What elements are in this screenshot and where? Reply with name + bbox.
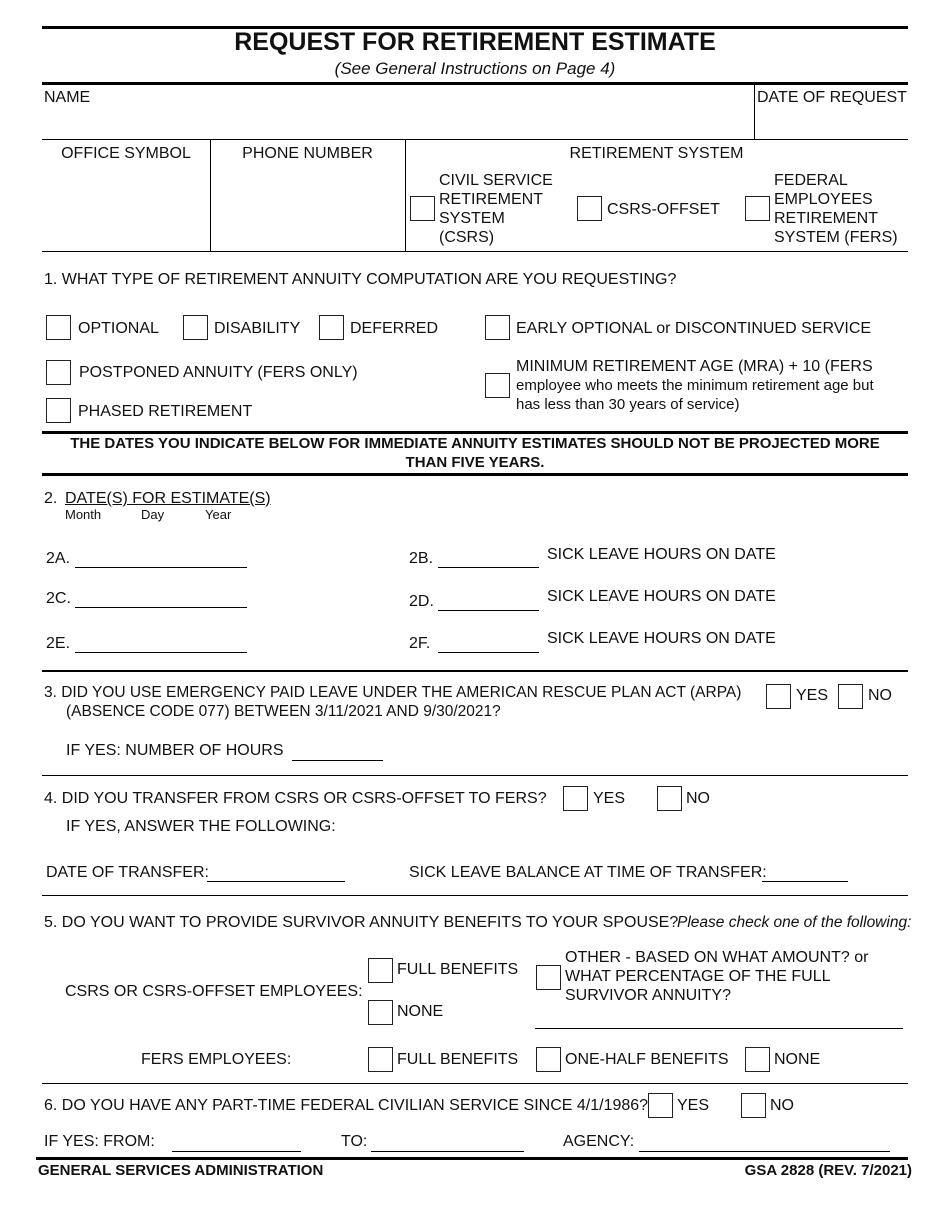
csrs-label-line: RETIREMENT [439, 191, 543, 208]
q6-yes-label: YES [677, 1097, 710, 1114]
day-label: Day [141, 507, 165, 522]
q5-question: 5. DO YOU WANT TO PROVIDE SURVIVOR ANNUITY BENEFITS TO YOUR SPOUSE? [44, 914, 679, 931]
section-rule [42, 1083, 908, 1084]
fers-none-label: NONE [774, 1051, 821, 1068]
q4-yes-label: YES [593, 790, 626, 807]
q3-hours-input[interactable] [292, 760, 383, 761]
q6-agency-label: AGENCY: [563, 1133, 635, 1150]
optional-label: OPTIONAL [78, 320, 159, 337]
phone-number-input[interactable] [214, 166, 401, 246]
footer-form-number: GSA 2828 (REV. 7/2021) [744, 1162, 912, 1179]
csrs-label-line: CIVIL SERVICE [439, 172, 553, 189]
csrs-label-line: SYSTEM [439, 210, 505, 227]
fers-full-benefits-label: FULL BENEFITS [397, 1051, 519, 1068]
csrs-full-benefits-checkbox[interactable] [368, 958, 393, 983]
sick-leave-2b-input[interactable] [438, 567, 539, 568]
date-2e-label: 2E. [46, 635, 71, 652]
csrs-full-benefits-label: FULL BENEFITS [397, 961, 519, 978]
sick-leave-2f-input[interactable] [438, 652, 539, 653]
date-2f-label: 2F. [409, 635, 431, 652]
q3-no-label: NO [868, 687, 892, 704]
fers-one-half-label: ONE-HALF BENEFITS [565, 1051, 729, 1068]
date-2d-label: 2D. [409, 593, 434, 610]
csrs-other-label-line: WHAT PERCENTAGE OF THE FULL [565, 968, 831, 985]
q6-to-label: TO: [341, 1133, 368, 1150]
year-label: Year [205, 507, 232, 522]
fers-checkbox[interactable] [745, 196, 770, 221]
csrs-other-label-line: SURVIVOR ANNUITY? [565, 987, 731, 1004]
footer-agency: GENERAL SERVICES ADMINISTRATION [38, 1162, 324, 1179]
q3-question-line: (ABSENCE CODE 077) BETWEEN 3/11/2021 AND 9/30/2021? [66, 703, 501, 720]
optional-checkbox[interactable] [46, 315, 71, 340]
sick-leave-label: SICK LEAVE HOURS ON DATE [547, 588, 776, 605]
section-rule [42, 775, 908, 776]
phased-label: PHASED RETIREMENT [78, 403, 253, 420]
fers-label-line: RETIREMENT [774, 210, 878, 227]
sick-leave-balance-label: SICK LEAVE BALANCE AT TIME OF TRANSFER: [409, 864, 767, 881]
q6-no-label: NO [770, 1097, 794, 1114]
office-symbol-input[interactable] [46, 166, 206, 246]
csrs-employees-label: CSRS OR CSRS-OFFSET EMPLOYEES: [65, 983, 363, 1000]
q6-yes-checkbox[interactable] [648, 1093, 673, 1118]
section-rule [42, 670, 908, 672]
q2-heading: DATE(S) FOR ESTIMATE(S) [65, 490, 271, 507]
row-rule [42, 139, 908, 140]
date-2a-input[interactable] [75, 567, 247, 568]
date-of-transfer-input[interactable] [207, 881, 345, 882]
date-2c-input[interactable] [75, 607, 247, 608]
csrs-other-amount-input[interactable] [535, 1028, 903, 1029]
notice-line: THAN FIVE YEARS. [405, 454, 545, 471]
q6-no-checkbox[interactable] [741, 1093, 766, 1118]
early-optional-label: EARLY OPTIONAL or DISCONTINUED SERVICE [516, 320, 872, 337]
mra-label-line: MINIMUM RETIREMENT AGE (MRA) + 10 (FERS [516, 358, 873, 375]
section-rule [42, 895, 908, 896]
office-symbol-label: OFFICE SYMBOL [61, 145, 191, 162]
postponed-label: POSTPONED ANNUITY (FERS ONLY) [79, 364, 358, 381]
q3-yes-label: YES [796, 687, 829, 704]
date-2e-input[interactable] [75, 652, 247, 653]
date-of-request-label: DATE OF REQUEST [757, 89, 907, 106]
name-input[interactable] [46, 106, 750, 136]
notice-rule [42, 473, 908, 476]
disability-label: DISABILITY [214, 320, 301, 337]
q3-hours-label: IF YES: NUMBER OF HOURS [66, 742, 284, 759]
csrs-offset-checkbox[interactable] [577, 196, 602, 221]
q4-no-checkbox[interactable] [657, 786, 682, 811]
q4-yes-checkbox[interactable] [563, 786, 588, 811]
q4-if-yes-label: IF YES, ANSWER THE FOLLOWING: [66, 818, 336, 835]
q6-from-input[interactable] [172, 1151, 301, 1152]
mra-label-line: has less than 30 years of service) [516, 396, 740, 413]
postponed-checkbox[interactable] [46, 360, 71, 385]
header-rule [42, 82, 908, 85]
q3-yes-checkbox[interactable] [766, 684, 791, 709]
q3-question-line: 3. DID YOU USE EMERGENCY PAID LEAVE UNDER THE AMERICAN RESCUE PLAN ACT (ARPA) [44, 684, 742, 701]
csrs-none-label: NONE [397, 1003, 444, 1020]
footer-rule [36, 1157, 908, 1160]
mra-checkbox[interactable] [485, 373, 510, 398]
fers-label-line: EMPLOYEES [774, 191, 873, 208]
notice-rule [42, 431, 908, 434]
phone-number-label: PHONE NUMBER [242, 145, 373, 162]
sick-leave-2d-input[interactable] [438, 610, 539, 611]
disability-checkbox[interactable] [183, 315, 208, 340]
deferred-label: DEFERRED [350, 320, 439, 337]
date-2c-label: 2C. [46, 590, 71, 607]
phased-checkbox[interactable] [46, 398, 71, 423]
csrs-label-line: (CSRS) [439, 229, 495, 246]
q4-no-label: NO [686, 790, 710, 807]
sick-leave-balance-input[interactable] [762, 881, 848, 882]
csrs-other-checkbox[interactable] [536, 965, 561, 990]
fers-label-line: FEDERAL [774, 172, 848, 189]
q6-agency-input[interactable] [639, 1151, 890, 1152]
q5-instruction: Please check one of the following: [677, 914, 912, 931]
fers-one-half-checkbox[interactable] [536, 1047, 561, 1072]
name-label: NAME [44, 89, 91, 106]
notice-line: THE DATES YOU INDICATE BELOW FOR IMMEDIATE ANNUITY ESTIMATES SHOULD NOT BE PROJECTED MORE [70, 435, 880, 452]
deferred-checkbox[interactable] [319, 315, 344, 340]
mra-label-line: employee who meets the minimum retirement age but [516, 377, 874, 394]
form-subtitle: (See General Instructions on Page 4) [334, 59, 616, 78]
form-title: REQUEST FOR RETIREMENT ESTIMATE [234, 28, 716, 56]
date-of-transfer-label: DATE OF TRANSFER: [46, 864, 209, 881]
early-optional-checkbox[interactable] [485, 315, 510, 340]
month-label: Month [65, 507, 102, 522]
row-rule [42, 251, 908, 252]
fers-label-line: SYSTEM (FERS) [774, 229, 898, 246]
sick-leave-label: SICK LEAVE HOURS ON DATE [547, 546, 776, 563]
date-2a-label: 2A. [46, 550, 71, 567]
q1-question: 1. WHAT TYPE OF RETIREMENT ANNUITY COMPUTATION ARE YOU REQUESTING? [44, 271, 677, 288]
q6-to-input[interactable] [371, 1151, 524, 1152]
csrs-none-checkbox[interactable] [368, 1000, 393, 1025]
fers-full-benefits-checkbox[interactable] [368, 1047, 393, 1072]
date-2b-label: 2B. [409, 550, 434, 567]
csrs-offset-label: CSRS-OFFSET [607, 201, 720, 218]
q6-question: 6. DO YOU HAVE ANY PART-TIME FEDERAL CIVILIAN SERVICE SINCE 4/1/1986? [44, 1097, 649, 1114]
fers-employees-label: FERS EMPLOYEES: [141, 1051, 292, 1068]
csrs-checkbox[interactable] [410, 196, 435, 221]
q4-question: 4. DID YOU TRANSFER FROM CSRS OR CSRS-OFFSET TO FERS? [44, 790, 547, 807]
q3-no-checkbox[interactable] [838, 684, 863, 709]
date-of-request-input[interactable] [758, 106, 906, 136]
fers-none-checkbox[interactable] [745, 1047, 770, 1072]
q6-from-label: IF YES: FROM: [44, 1133, 155, 1150]
q2-number: 2. [44, 490, 58, 507]
sick-leave-label: SICK LEAVE HOURS ON DATE [547, 630, 776, 647]
divider [754, 84, 755, 139]
retirement-system-label: RETIREMENT SYSTEM [569, 145, 744, 162]
csrs-other-label-line: OTHER - BASED ON WHAT AMOUNT? or [565, 949, 869, 966]
